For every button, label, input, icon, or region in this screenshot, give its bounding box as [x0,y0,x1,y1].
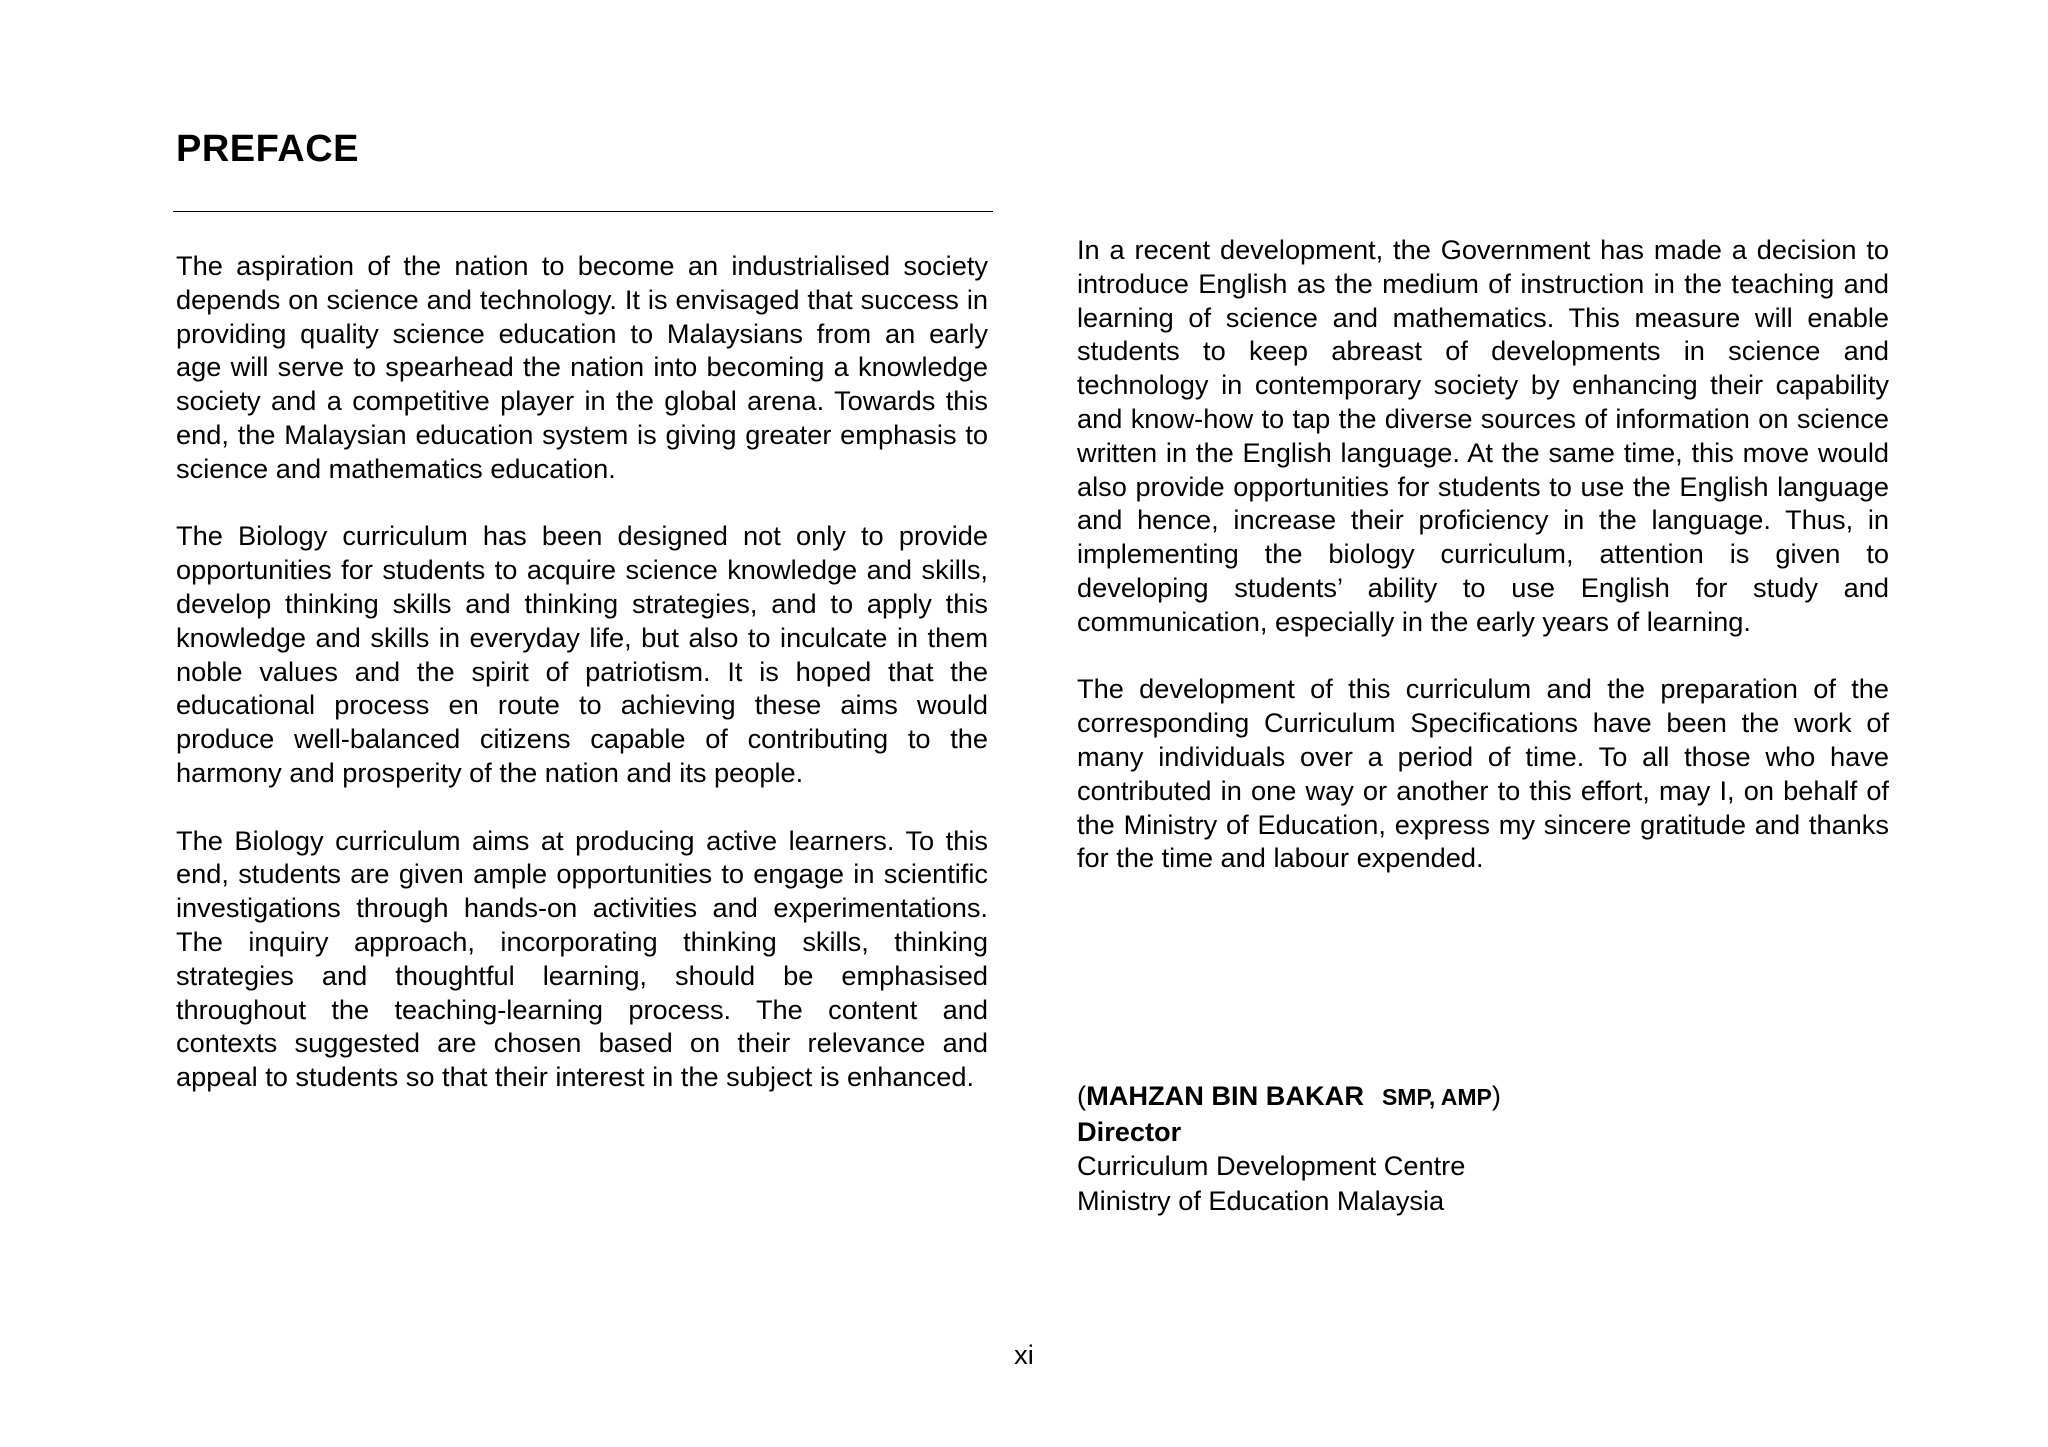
signatory-organization: Curriculum Development Centre [1077,1150,1466,1181]
page-number: xi [1014,1339,1034,1370]
signatory-ministry: Ministry of Education Malaysia [1077,1184,1445,1216]
page-title: PREFACE [176,128,359,170]
signatory-name: MAHZAN BIN BAKAR [1086,1080,1364,1111]
paragraph-aspiration: The aspiration of the nation to become an industrialised society depends on science and technology. It is envisaged that success in providing quality science education to Malaysians from an early age will serve to spearhead the nation into becoming a knowledge society and a competitive player in the global arena. Towards this end, the Malaysian education system is giving greater emphasis to science and mathematics education. [176,250,988,484]
paragraph-acknowledgement: The development of this curriculum and the preparation of the corresponding Curriculum Specifications have been the work of many individuals over a period of time. To all those who have contributed in one way or another to this effort, may I, on behalf of the Ministry of Education, express my sincere gratitude and thanks for the time and labour expended. [1077,673,1889,874]
signatory-honors: SMP, AMP [1381,1084,1492,1110]
signatory-close-paren: ) [1491,1080,1501,1111]
left-column [176,249,988,1128]
paragraph-english-medium: In a recent development, the Government has made a decision to introduce English as the medium of instruction in the teaching and learning of science and mathematics. This measure will enable students to keep abreast of developments in science and technology in contemporary society by enhancing their capability and know-how to tap the diverse sources of information on science written in the English language. At the same time, this move would also provide opportunities for students to use the English language and hence, increase their proficiency in the language. Thus, in implementing the biology curriculum, attention is given to developing students’ ability to use English for study and communication, especially in the early years of learning. [1077,234,1889,637]
signatory-position: Director [1077,1115,1182,1147]
title-divider [173,211,993,212]
paragraph-curriculum-design: The Biology curriculum has been designed not only to provide opportunities for students to acquire science knowledge and skills, develop thinking skills and thinking strategies, and to apply this knowledge and skills in everyday life, but also to inculcate in them noble values and the spirit of patriotism. It is hoped that the educational process en route to achieving these aims would produce well-balanced citizens capable of contributing to the harmony and prosperity of the nation and its people. [176,520,988,788]
right-column [1077,233,1889,909]
signatory-line [1077,1079,1501,1115]
paragraph-active-learners: The Biology curriculum aims at producing active learners. To this end, students are given ample opportunities to engage in scientific investigations through hands-on activities and experimentations. The inquiry approach, incorporating thinking skills, thinking strategies and thoughtful learning, should be emphasised throughout the teaching-learning process. The content and contexts suggested are chosen based on their relevance and appeal to students so that their interest in the subject is enhanced. [176,824,988,1093]
signatory-open-paren: ( [1077,1080,1087,1111]
signature-block [1077,1079,1501,1218]
